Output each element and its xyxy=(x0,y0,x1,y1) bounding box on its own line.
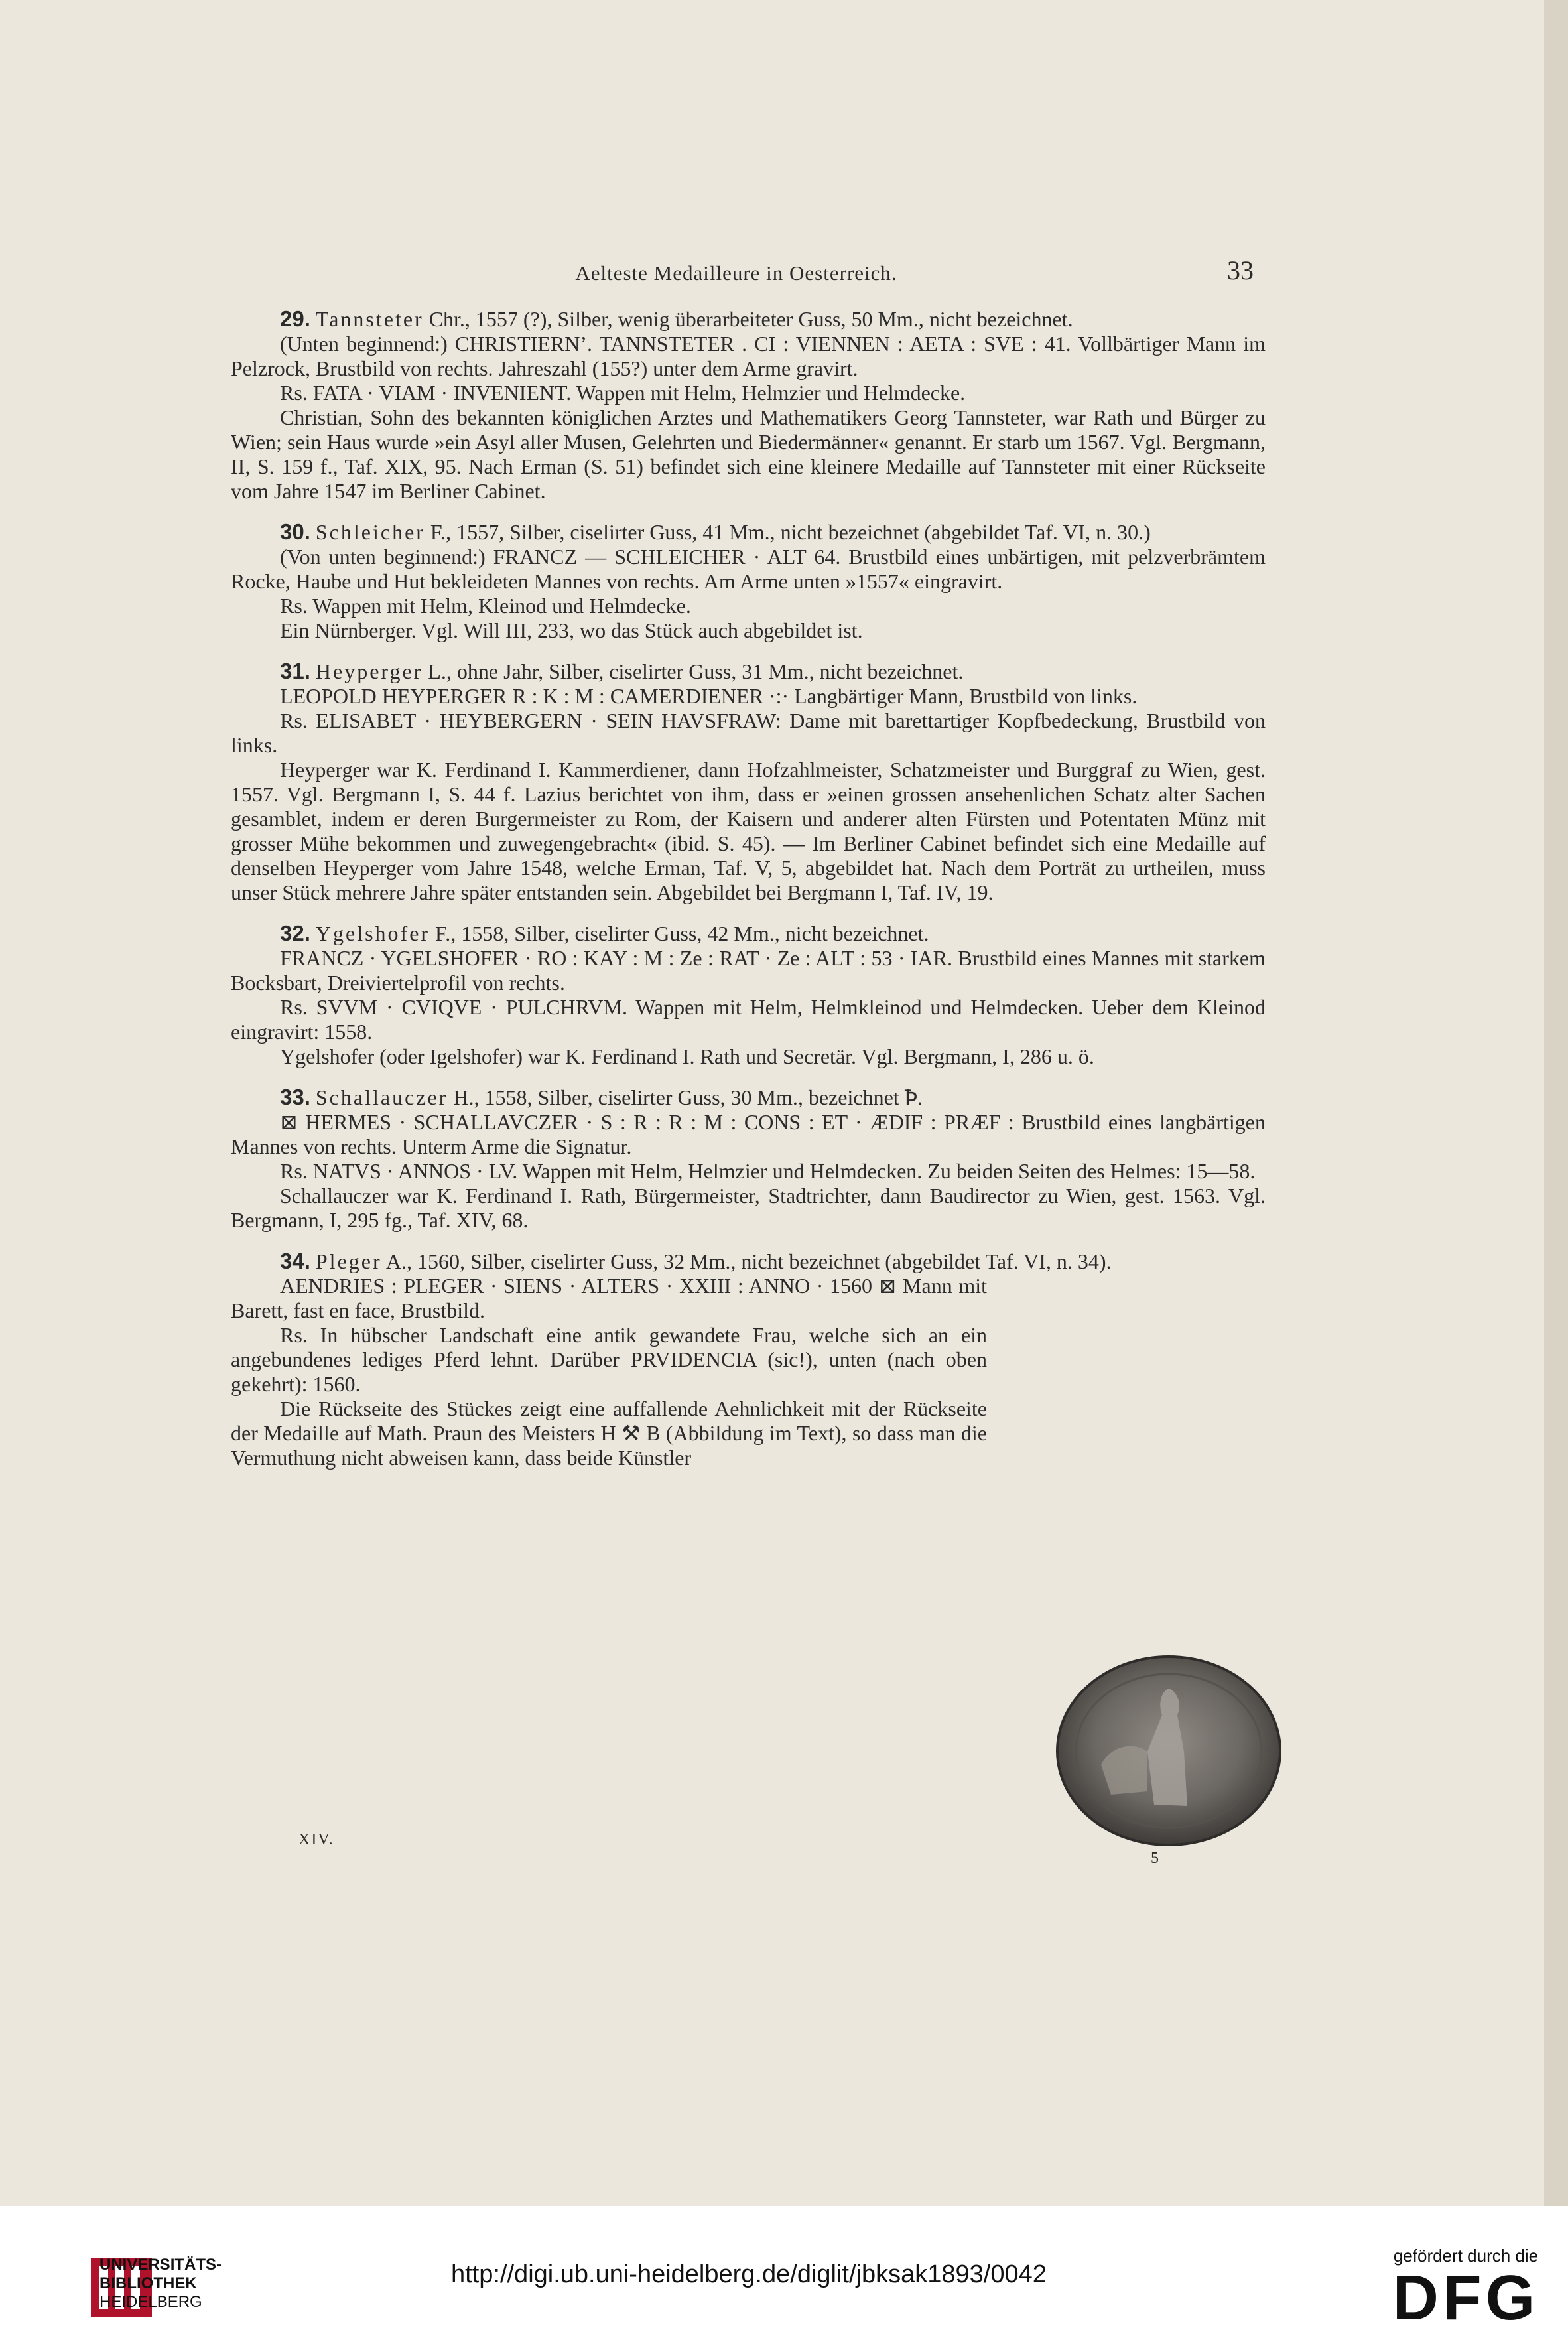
entry-34 xyxy=(231,1249,1266,1470)
page-header xyxy=(219,255,1254,295)
entry-paragraph: (Von unten beginnend:) FRANCZ — SCHLEICHER · ALT 64. Brustbild eines unbärtigen, mit pelzverbrämtem Rocke, Haube und Hut bekleideten Mannes von rechts. Am Arme unten »1557« eingravirt. xyxy=(231,545,1266,593)
medal-illustration xyxy=(1048,1652,1290,1850)
entry-paragraph: Rs. NATVS · ANNOS · LV. Wappen mit Helm, Helmzier und Helmdecken. Zu beiden Seiten des Helmes: 15—58. xyxy=(280,1159,1256,1183)
page-edge xyxy=(1544,0,1568,2206)
footer-url-link[interactable]: http://digi.ub.uni-heidelberg.de/diglit/jbksak1893/0042 xyxy=(451,2260,1047,2288)
signature-mark: XIV. xyxy=(298,1831,334,1848)
entry-paragraph: (Unten beginnend:) CHRISTIERN’. TANNSTETER . CI : VIENNEN : AETA : SVE : 41. Vollbärtiger Mann im Pelzrock, Brustbild von rechts. Jahreszahl (155?) unter dem Arme gravirt. xyxy=(231,332,1266,380)
entry-number: 29. xyxy=(280,307,310,331)
entry-number: 30. xyxy=(280,519,310,544)
entry-paragraph: FRANCZ · YGELSHOFER · RO : KAY : M : Ze : RAT · Ze : ALT : 53 · IAR. Brustbild eines Mannes mit starkem Bocksbart, Dreiviertelprofil von rechts. xyxy=(231,946,1266,995)
entry-paragraph: F., 1558, Silber, ciselirter Guss, 42 Mm., nicht bezeichnet. xyxy=(435,922,929,945)
entry-number: 34. xyxy=(280,1249,310,1273)
entry-paragraph: AENDRIES : PLEGER · SIENS · ALTERS · XXIII : ANNO · 1560 ⊠ Mann mit Barett, fast en face, Brustbild. xyxy=(231,1274,987,1322)
entry-name: Tannsteter xyxy=(315,307,424,331)
running-title: Aelteste Medailleure in Oesterreich. xyxy=(575,261,897,285)
entry-paragraph: Rs. ELISABET · HEYBERGERN · SEIN HAVSFRAW: Dame mit barettartiger Kopfbedeckung, Brustbild von links. xyxy=(231,709,1266,757)
entry-paragraph: L., ohne Jahr, Silber, ciselirter Guss, 31 Mm., nicht bezeichnet. xyxy=(428,659,964,683)
entry-32 xyxy=(231,921,1266,1069)
entry-paragraph: Christian, Sohn des bekannten königlichen Arztes und Mathematikers Georg Tannsteter, war Rath und Bürger zu Wien; sein Haus wurde »ein Asyl aller Musen, Gelehrten und Biedermänner« genannt. Er starb um 1567. Vgl. Bergmann, II, S. 159 f., Taf. XIX, 95. Nach Erman (S. 51) befindet sich eine kleinere Medaille auf Tannsteter mit einer Rückseite vom Jahre 1547 im Berliner Cabinet. xyxy=(231,405,1266,503)
entry-paragraph: Chr., 1557 (?), Silber, wenig überarbeiteter Guss, 50 Mm., nicht bezeichnet. xyxy=(428,307,1073,331)
entry-paragraph: Rs. Wappen mit Helm, Kleinod und Helmdecke. xyxy=(280,594,691,618)
entry-paragraph: Rs. SVVM · CVIQVE · PULCHRVM. Wappen mit Helm, Helmkleinod und Helmdecken. Ueber dem Kleinod eingravirt: 1558. xyxy=(231,995,1266,1044)
entry-paragraph: Schallauczer war K. Ferdinand I. Rath, Bürgermeister, Stadtrichter, dann Baudirector zu Wien, gest. 1563. Vgl. Bergmann, I, 295 fg., Taf. XIV, 68. xyxy=(231,1184,1266,1232)
entry-paragraph: Heyperger war K. Ferdinand I. Kammerdiener, dann Hofzahlmeister, Schatzmeister und Burggraf zu Wien, gest. 1557. Vgl. Bergmann I, S. 44 f. Lazius berichtet von ihm, dass er »einen grossen ansehenlichen Schatz alter Sachen gesamblet, indem er deren Burgermeister zu Rom, der Kaisern und anderer alten Fürsten und Potentaten Münz mit grosser Mühe bekommen und zuwegengebracht« (ibid. S. 45). — Im Berliner Cabinet befindet sich eine Medaille auf denselben Heyperger vom Jahre 1548, welche Erman, Taf. V, 5, abgebildet hat. Nach dem Porträt zu urtheilen, muss unser Stück mehrere Jahre später entstanden sein. Abgebildet bei Bergmann I, Taf. IV, 19. xyxy=(231,758,1266,904)
entry-number: 32. xyxy=(280,921,310,945)
page-number: 33 xyxy=(1227,255,1254,285)
text-body xyxy=(231,307,1266,1486)
entry-paragraph: H., 1558, Silber, ciselirter Guss, 30 Mm., bezeichnet Ꝥ. xyxy=(453,1085,923,1109)
entry-31 xyxy=(231,659,1266,905)
entry-name: Heyperger xyxy=(315,659,423,683)
entry-paragraph: F., 1557, Silber, ciselirter Guss, 41 Mm., nicht bezeichnet (abgebildet Taf. VI, n. 30.) xyxy=(430,520,1151,544)
entry-paragraph: Die Rückseite des Stückes zeigt eine auffallende Aehnlichkeit mit der Rückseite der Medaille auf Math. Praun des Meisters H ⚒ B (Abbildung im Text), so dass man die Vermuthung nicht abweisen kann, dass beide Künstler xyxy=(231,1397,987,1470)
entry-30 xyxy=(231,519,1266,643)
entry-number: 33. xyxy=(280,1085,310,1109)
entry-name: Schleicher xyxy=(315,520,425,544)
dfg-block xyxy=(1376,2246,1555,2333)
dfg-logo: DFG xyxy=(1392,2262,1539,2333)
library-line: HEIDELBERG xyxy=(99,2293,202,2311)
entry-paragraph: ⊠ HERMES · SCHALLAVCZER · S : R : R : M : CONS : ET · ÆDIF : PRÆF : Brustbild eines langbärtigen Mannes von rechts. Unterm Arme die Signatur. xyxy=(231,1110,1266,1158)
entry-name: Ygelshofer xyxy=(315,922,430,945)
entry-number: 31. xyxy=(280,659,310,683)
entry-33 xyxy=(231,1085,1266,1233)
entry-paragraph: Ein Nürnberger. Vgl. Will III, 233, wo das Stück auch abgebildet ist. xyxy=(280,618,863,642)
library-line: BIBLIOTHEK xyxy=(99,2274,197,2292)
entry-paragraph: Rs. FATA · VIAM · INVENIENT. Wappen mit Helm, Helmzier und Helmdecke. xyxy=(280,381,966,405)
entry-name: Schallauczer xyxy=(315,1085,448,1109)
entry-paragraph: Rs. In hübscher Landschaft eine antik gewandete Frau, welche sich an ein angebundenes lediges Pferd lehnt. Darüber PRVIDENCIA (sic!), unten (nach oben gekehrt): 1560. xyxy=(231,1323,987,1396)
entry-name: Pleger xyxy=(315,1249,382,1273)
library-name xyxy=(99,2256,222,2311)
dfg-funded-text: gefördert durch die xyxy=(1393,2246,1539,2266)
library-line: UNIVERSITÄTS- xyxy=(99,2256,222,2274)
medal-caption: 5 xyxy=(1151,1850,1159,1867)
entry-29 xyxy=(231,307,1266,504)
entry-paragraph: Ygelshofer (oder Igelshofer) war K. Ferdinand I. Rath und Secretär. Vgl. Bergmann, I, 286 u. ö. xyxy=(280,1044,1094,1068)
entry-paragraph: LEOPOLD HEYPERGER R : K : M : CAMERDIENER ·:· Langbärtiger Mann, Brustbild von links. xyxy=(280,684,1138,708)
entry-paragraph: A., 1560, Silber, ciselirter Guss, 32 Mm., nicht bezeichnet (abgebildet Taf. VI, n. 34). xyxy=(385,1249,1112,1273)
